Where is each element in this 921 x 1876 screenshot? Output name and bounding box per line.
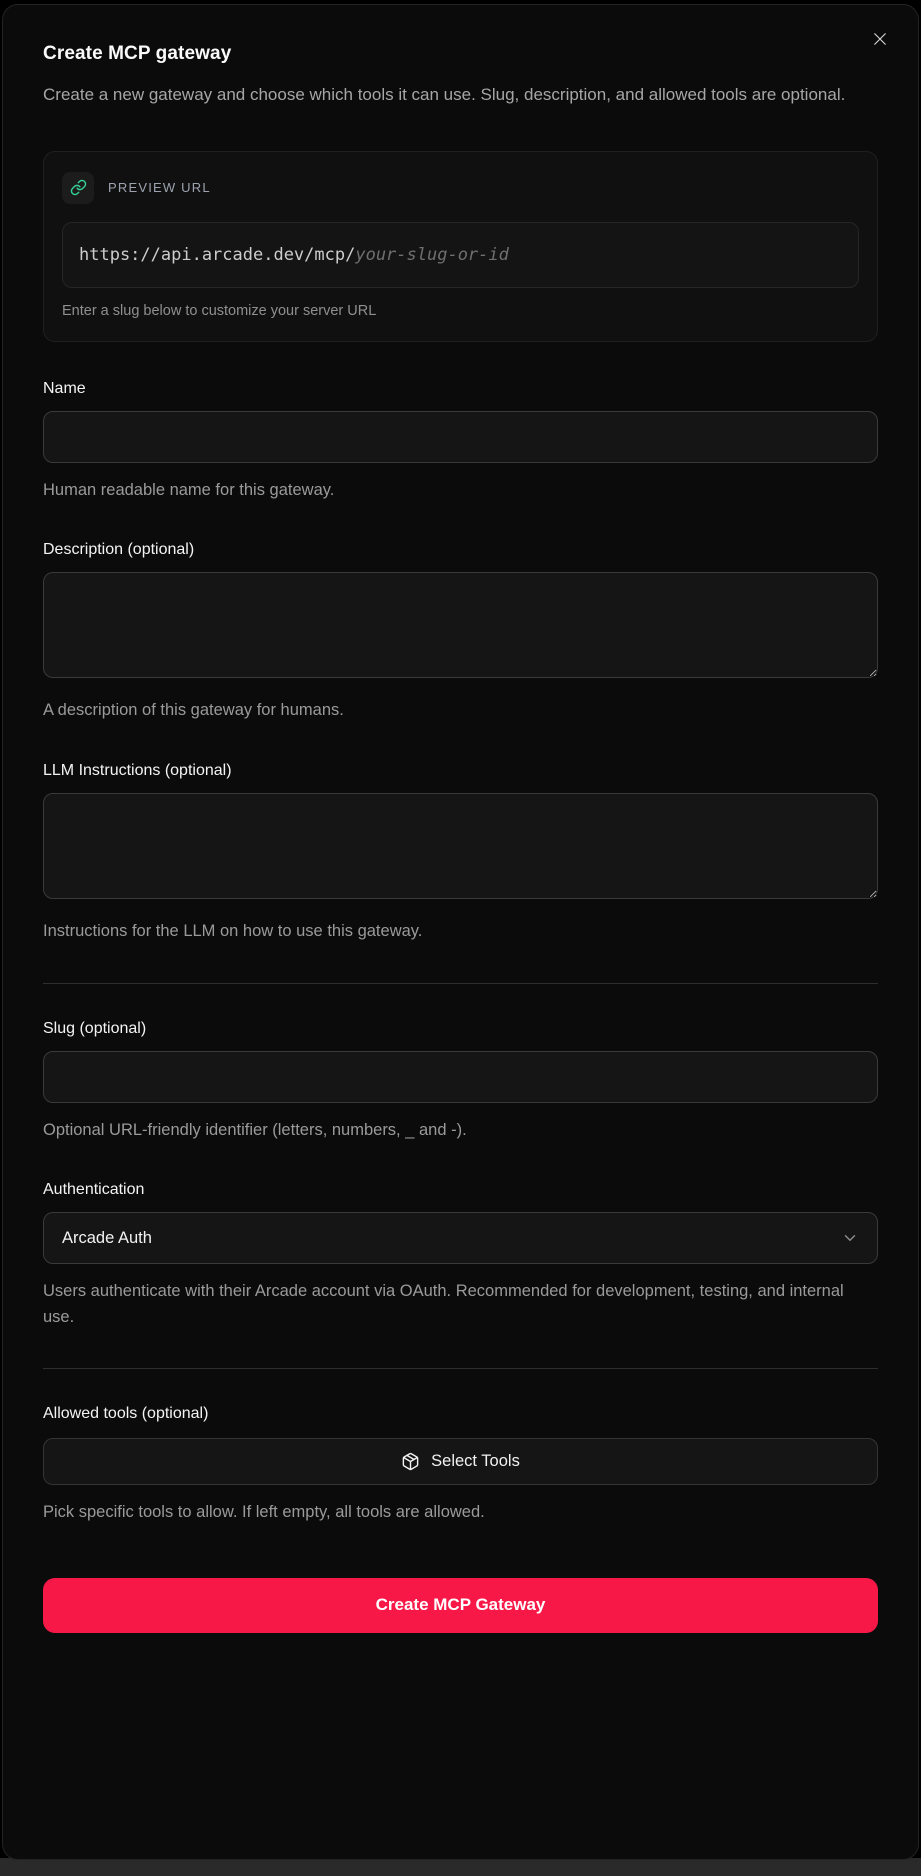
preview-url-display: [62, 222, 859, 288]
description-helper: A description of this gateway for humans.: [43, 701, 344, 720]
dialog-title: Create MCP gateway: [43, 43, 232, 64]
select-tools-button[interactable]: [43, 1438, 878, 1485]
package-icon: [401, 1452, 420, 1471]
select-tools-button-label: Select Tools: [431, 1452, 520, 1471]
llm-instructions-textarea[interactable]: [43, 793, 878, 899]
llm-instructions-field-group: [43, 762, 878, 945]
slug-field-group: [43, 1020, 878, 1144]
chevron-down-icon: [841, 1229, 859, 1247]
authentication-select[interactable]: [43, 1212, 878, 1264]
llm-instructions-label: LLM Instructions (optional): [43, 761, 232, 779]
create-mcp-gateway-dialog: [2, 4, 919, 1860]
preview-url-label: PREVIEW URL: [108, 180, 211, 196]
name-label: Name: [43, 379, 86, 397]
link-icon-box: [62, 172, 94, 204]
link-icon: [70, 179, 87, 196]
description-textarea[interactable]: [43, 572, 878, 678]
slug-label: Slug (optional): [43, 1019, 147, 1037]
authentication-helper: Users authenticate with their Arcade account via OAuth. Recommended for development, testing, and internal use.: [43, 1282, 844, 1326]
name-field-group: [43, 380, 878, 504]
preview-url-card: [43, 151, 878, 342]
slug-input[interactable]: [43, 1051, 878, 1103]
preview-url-helper: Enter a slug below to customize your server URL: [62, 302, 377, 319]
authentication-selected-value: Arcade Auth: [62, 1228, 152, 1247]
llm-instructions-helper: Instructions for the LLM on how to use this gateway.: [43, 921, 423, 940]
authentication-label: Authentication: [43, 1181, 145, 1199]
allowed-tools-helper: Pick specific tools to allow. If left empty, all tools are allowed.: [43, 1503, 485, 1522]
slug-helper: Optional URL-friendly identifier (letters, numbers, _ and -).: [43, 1120, 467, 1139]
allowed-tools-label: Allowed tools (optional): [43, 1405, 209, 1423]
create-mcp-gateway-button[interactable]: Create MCP Gateway: [43, 1578, 878, 1633]
section-divider: [43, 983, 878, 984]
description-field-group: [43, 541, 878, 724]
allowed-tools-field-group: [43, 1405, 878, 1526]
close-icon: [871, 30, 889, 48]
authentication-field-group: [43, 1181, 878, 1330]
close-button[interactable]: [866, 25, 894, 53]
section-divider: [43, 1368, 878, 1369]
name-input[interactable]: [43, 411, 878, 463]
preview-url-placeholder: your-slug-or-id: [355, 244, 509, 265]
description-label: Description (optional): [43, 541, 195, 559]
name-helper: Human readable name for this gateway.: [43, 480, 335, 499]
dialog-description: Create a new gateway and choose which tools it can use. Slug, description, and allowed tools are optional.: [43, 85, 846, 104]
page-behind-dialog: [0, 1858, 921, 1876]
preview-url-base: https://api.arcade.dev/mcp/: [79, 244, 356, 265]
